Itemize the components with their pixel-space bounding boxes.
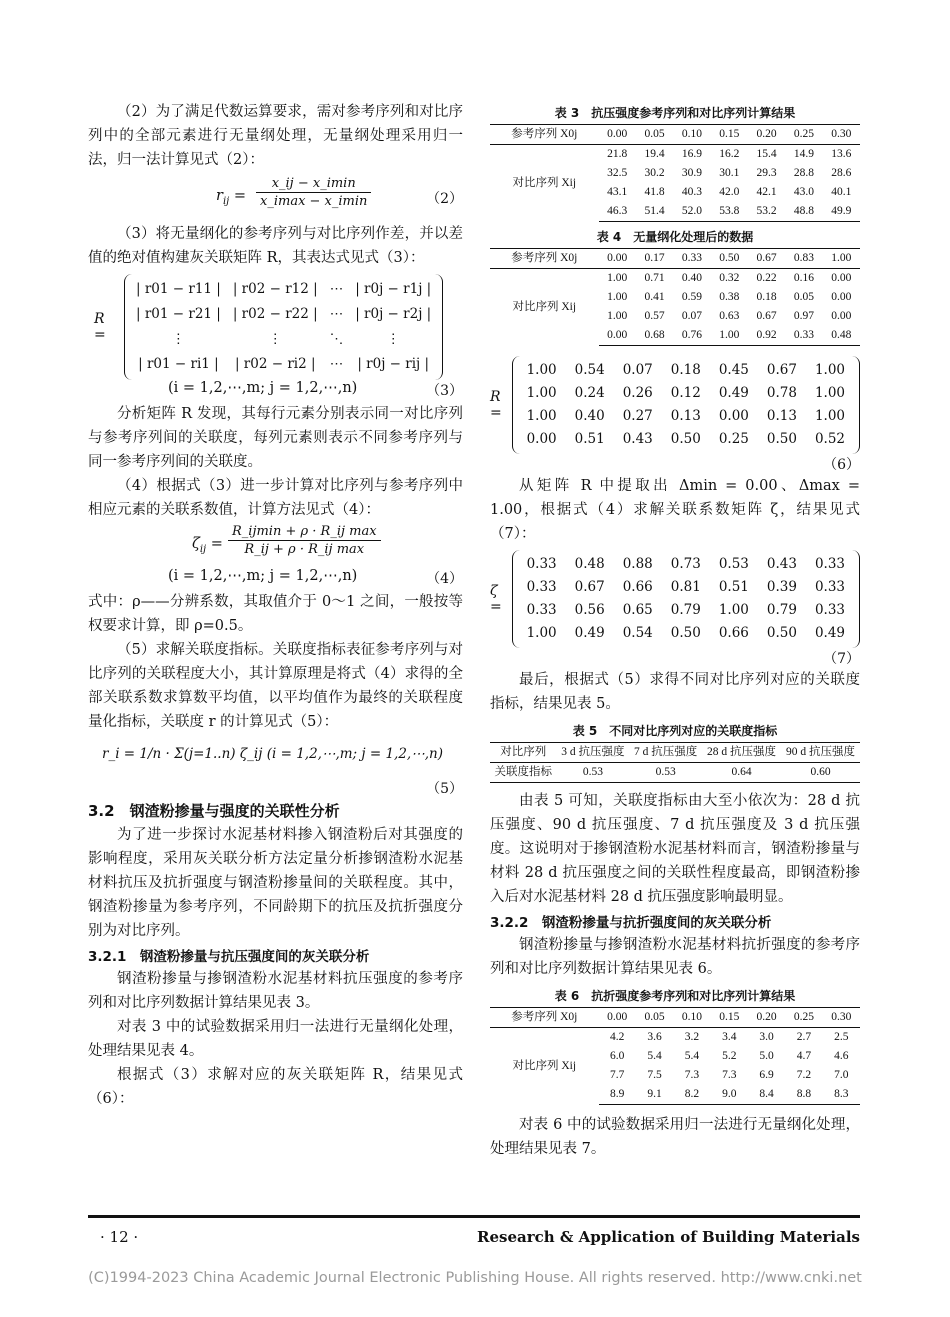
matrix-cell: | r0j − rij | [357, 356, 430, 372]
table-row [490, 763, 860, 783]
matrix-cell: ⋯ [329, 356, 344, 372]
matrix-cell: 0.67 [766, 362, 797, 378]
paragraph: 分析矩阵 R 发现，其每行元素分别表示同一对比序列与参考序列间的关联度，每列元素则表示不同参考序列与同一参考序列间的关联度。 [88, 406, 463, 470]
table-cell: 0.07 [681, 310, 702, 322]
matrix-cell: 1.00 [526, 625, 557, 641]
equation-7-number: （7） [823, 651, 860, 667]
table-cell: 0.32 [719, 272, 740, 284]
table-cell: 0.05 [636, 1008, 673, 1028]
equation-5: r_i = 1/n · Σ(j=1..n) ζ_ij (i = 1,2,⋯,m; j = 1,2,⋯,n) [102, 746, 443, 762]
matrix-cell: 0.50 [670, 431, 701, 447]
table-header-row [490, 249, 860, 269]
matrix-cell: 0.18 [670, 362, 701, 378]
paragraph: （3）将无量纲化的参考序列与对比序列作差，并以差值的绝对值构建灰关联矩阵 R，其表达式见式（3）： [88, 226, 463, 266]
table-cell: 46.3 [599, 202, 636, 222]
table-cell: 51.4 [636, 202, 673, 222]
journal-name: Research & Application of Building Materials [477, 1228, 860, 1246]
table-cell: 关联度指标 [490, 763, 557, 783]
equation-3-range: (i = 1,2,⋯,m; j = 1,2,⋯,n) （3） [168, 380, 463, 399]
table-cell: 0.00 [831, 291, 852, 303]
table-header-cell: 90 d 抗压强度 [781, 743, 860, 763]
matrix-cell: 0.00 [526, 431, 557, 447]
table-cell: 1.00 [711, 326, 748, 346]
subsection-heading: 3.2.2 钢渣粉掺量与抗折强度间的灰关联分析 [490, 915, 772, 931]
matrix-row [131, 328, 436, 351]
table-cell: 52.0 [673, 202, 710, 222]
right-column [490, 104, 860, 1161]
table-cell: 0.63 [719, 310, 740, 322]
table-header-cell: 对比序列 [490, 743, 557, 763]
table-cell: 0.67 [748, 249, 785, 269]
matrix-cell: ⋮ [386, 331, 400, 347]
table-cell: 0.60 [781, 763, 860, 783]
matrix-R [517, 358, 855, 452]
table-cell: 0.68 [636, 326, 673, 346]
matrix-cell: 0.45 [718, 362, 749, 378]
ref-sequence-label: 参考序列 X0j [490, 125, 599, 145]
matrix-cell: 0.52 [814, 431, 845, 447]
table-cell: 0.00 [599, 326, 636, 346]
matrix-cell: ⋯ [329, 306, 344, 322]
table-cell: 16.2 [719, 148, 740, 160]
eq4-numerator: R_ijmin + ρ · R_ij max [228, 524, 381, 541]
matrix-cell: 0.56 [574, 602, 605, 618]
matrix-cell: 0.40 [574, 408, 605, 424]
matrix-cell: 0.66 [622, 579, 653, 595]
matrix-row [519, 406, 853, 427]
table-cell: 0.20 [748, 1008, 785, 1028]
ref-sequence-label: 参考序列 X0j [490, 249, 599, 269]
table-cell: 1.00 [607, 291, 628, 303]
matrix-cell: 1.00 [814, 385, 845, 401]
table-cell: 0.59 [681, 291, 702, 303]
table-cell: 1.00 [823, 249, 860, 269]
matrix-cell: 0.73 [670, 556, 701, 572]
table-cell: 3.2 [684, 1031, 700, 1043]
table-cell: 0.38 [719, 291, 740, 303]
table-cell: 7.2 [796, 1069, 812, 1081]
matrix-cell: 0.67 [574, 579, 605, 595]
matrix-cell: 0.33 [526, 579, 557, 595]
matrix-cell: 0.24 [574, 385, 605, 401]
table-caption: 表 5 不同对比序列对应的关联度指标 [572, 724, 778, 738]
paragraph: （2）为了满足代数运算要求，需对参考序列和对比序列中的全部元素进行无量纲处理，无量纲处理采用归一法，归一法计算见式（2）： [88, 104, 463, 168]
table-cell: 9.1 [636, 1085, 673, 1105]
equation-number: （2） [426, 191, 463, 207]
matrix-cell: 0.78 [766, 385, 797, 401]
table-cell: 0.41 [644, 291, 665, 303]
matrix-cell: 0.79 [670, 602, 701, 618]
paragraph: 根据式（3）求解对应的灰关联矩阵 R，结果见式（6）： [88, 1067, 463, 1107]
table-cell: 0.53 [629, 763, 702, 783]
table-cell: 1.00 [607, 310, 628, 322]
matrix-cell: 0.43 [622, 431, 653, 447]
table-cell: 5.0 [759, 1050, 774, 1062]
table-cell: 40.1 [831, 186, 852, 198]
table-cell: 0.67 [756, 310, 777, 322]
matrix-cell: 1.00 [814, 408, 845, 424]
table-cell: 8.4 [748, 1085, 785, 1105]
table-cell: 0.10 [673, 1008, 710, 1028]
equation-7-matrix: ζ = 0.33 0.48 0.88 0.73 0.53 0.43 0.33 0.33 0.67 0.66 0.81 0.51 0.39 0.33 0.33 0.56 0.65 0.79 1.00 0.79 0.33 1.00 0.49 0.54 0.50 0.66 0.50 0.49 [490, 550, 860, 648]
table-cell: 7.0 [834, 1069, 849, 1081]
table-cell: 5.2 [722, 1050, 737, 1062]
matrix-row [519, 554, 853, 575]
matrix-cell: 0.43 [766, 556, 797, 572]
equation-6-number: （6） [823, 457, 860, 473]
table-cell: 0.20 [748, 125, 785, 145]
eq4-denominator: R_ij + ρ · R_ij max [244, 542, 365, 557]
table-cell: 0.10 [673, 125, 710, 145]
table-cell: 53.2 [748, 202, 785, 222]
matrix-cell: | r02 − ri2 | [234, 356, 316, 372]
matrix-row [519, 600, 853, 621]
paragraph: 钢渣粉掺量与掺钢渣粉水泥基材料抗压强度的参考序列和对比序列数据计算结果见表 3。 [88, 971, 463, 1011]
matrix-row [519, 429, 853, 450]
matrix-cell: 1.00 [526, 385, 557, 401]
equation-4: $\zeta_{ij}$ = R_ijmin + ρ · R_ij max R_ij + ρ · R_ij max [88, 522, 463, 568]
section-heading: 3.2 钢渣粉掺量与强度的关联性分析 [88, 802, 340, 820]
table-cell: 0.50 [711, 249, 748, 269]
table-cell: 0.64 [702, 763, 781, 783]
table-5 [490, 742, 860, 783]
table-cell: 28.8 [793, 167, 814, 179]
paragraph: 为了进一步探讨水泥基材料掺入钢渣粉后对其强度的影响程度，采用灰关联分析方法定量分析掺钢渣粉水泥基材料抗压及抗折强度与钢渣粉掺量间的关联程度。其中，钢渣粉掺量为参考序列，不同龄期下的抗压及抗折强度分别为对比序列。 [88, 827, 463, 939]
table-cell: 0.76 [673, 326, 710, 346]
table-cell: 16.9 [681, 148, 702, 160]
table-cell: 0.33 [673, 249, 710, 269]
table-cell: 0.15 [711, 125, 748, 145]
cmp-sequence-label: 对比序列 Xij [512, 176, 577, 189]
matrix-cell: | r01 − ri1 | [138, 356, 219, 372]
table-cell: 13.6 [831, 148, 852, 160]
table-header-row [490, 743, 860, 763]
subsection-heading: 3.2.1 钢渣粉掺量与抗压强度间的灰关联分析 [88, 949, 370, 965]
table-header-cell: 28 d 抗压强度 [702, 743, 781, 763]
matrix-cell: 1.00 [526, 362, 557, 378]
table-cell: 42.0 [719, 186, 740, 198]
matrix-cell: 0.51 [574, 431, 605, 447]
matrix-cell: | r01 − r11 | [136, 281, 221, 297]
table-cell: 19.4 [644, 148, 665, 160]
table-cell: 8.8 [785, 1085, 822, 1105]
table-cell: 7.3 [722, 1069, 737, 1081]
table-caption: 表 4 无量纲化处理后的数据 [596, 230, 754, 244]
matrix-cell: 1.00 [718, 602, 749, 618]
matrix-cell: 0.13 [670, 408, 701, 424]
table-cell: 40.3 [681, 186, 702, 198]
matrix-cell: 0.33 [526, 602, 557, 618]
footer-rule [88, 1215, 860, 1218]
matrix-cell: 0.50 [766, 625, 797, 641]
table-cell: 0.97 [793, 310, 814, 322]
matrix-row [131, 278, 436, 301]
table-cell: 0.05 [636, 125, 673, 145]
matrix-cell: 0.13 [766, 408, 797, 424]
table-cell: 32.5 [607, 167, 628, 179]
matrix-cell: 0.39 [766, 579, 797, 595]
eq2-denominator: x_imax − x_imin [260, 194, 368, 209]
table-cell: 0.33 [785, 326, 822, 346]
paragraph: 由表 5 可知，关联度指标由大至小依次为：28 d 抗压强度、90 d 抗压强度、7 d 抗压强度及 3 d 抗压强度。这说明对于掺钢渣粉水泥基材料而言，钢渣粉掺量与材料 28 d 抗压强度之间的关联性程度最高，即钢渣粉掺入后对水泥基材料 28 d 抗压强度影响最明显。 [490, 793, 860, 905]
matrix-cell: | r02 − r12 | [232, 281, 318, 297]
matrix-cell: ⋯ [329, 281, 344, 297]
left-column [88, 100, 463, 1111]
table-cell: 6.9 [759, 1069, 774, 1081]
table-cell: 43.0 [793, 186, 814, 198]
table-cell: 3.4 [722, 1031, 737, 1043]
paragraph: 从矩阵 R 中提取出 Δmin = 0.00、Δmax = 1.00，根据式（4）求解关联系数矩阵 ζ，结果见式（7）： [490, 478, 860, 542]
table-header-row [490, 1008, 860, 1028]
equation-3-matrix: R = | r01 − r11 | | r02 − r12 | ⋯ | r0j − r1j | | r01 − r21 | | r02 − r22 | ⋯ | r0j − r2j | ⋮ ⋮ ⋱ ⋮ | r01 − ri1 | | r02 − ri2 | ⋯ | r0j − rij | [94, 274, 463, 380]
matrix-cell: 0.00 [718, 408, 749, 424]
matrix-row [131, 303, 436, 326]
table-cell: 0.16 [793, 272, 814, 284]
table-cell: 30.1 [719, 167, 740, 179]
equation-4-range: (i = 1,2,⋯,m; j = 1,2,⋯,n) （4） [168, 568, 463, 587]
table-cell: 0.18 [756, 291, 777, 303]
table-cell: 0.83 [785, 249, 822, 269]
table-cell: 7.3 [684, 1069, 700, 1081]
table-header-cell: 3 d 抗压强度 [557, 743, 630, 763]
table-cell: 0.40 [681, 272, 702, 284]
matrix-row [519, 623, 853, 644]
table-cell: 0.17 [636, 249, 673, 269]
matrix-row [131, 353, 436, 376]
table-caption: 表 6 抗折强度参考序列和对比序列计算结果 [554, 989, 796, 1003]
matrix-cell: 0.12 [670, 385, 701, 401]
table-cell: 8.9 [599, 1085, 636, 1105]
matrix-cell: 0.50 [670, 625, 701, 641]
equation-2: $r_{ij}$ = x_ij − x_imin x_imax − x_imin （2） [216, 176, 463, 209]
matrix-cell: 1.00 [814, 362, 845, 378]
cmp-sequence-label: 对比序列 Xij [512, 300, 577, 313]
table-4 [490, 248, 860, 346]
table-cell: 2.5 [834, 1031, 849, 1043]
table-cell: 5.4 [647, 1050, 662, 1062]
paragraph: 最后，根据式（5）求得不同对比序列对应的关联度指标，结果见表 5。 [490, 672, 860, 712]
eq2-numerator: x_ij − x_imin [256, 176, 371, 193]
matrix-zeta [517, 552, 855, 646]
matrix-row [519, 383, 853, 404]
paragraph: 对表 6 中的试验数据采用归一法进行无量纲化处理，处理结果见表 7。 [490, 1117, 860, 1157]
table-cell: 0.00 [599, 125, 636, 145]
ref-sequence-label: 参考序列 X0j [490, 1008, 599, 1028]
matrix-row [519, 577, 853, 598]
table-cell: 0.30 [823, 125, 860, 145]
paragraph: （5）求解关联度指标。关联度指标表征参考序列与对比序列的关联程度大小，其计算原理是将式（4）求得的全部关联系数求算数平均值，以平均值作为最终的关联程度量化指标，关联度 r 的计算见式（5）： [88, 642, 463, 730]
cmp-sequence-label: 对比序列 Xij [512, 1059, 577, 1072]
table-row [490, 269, 860, 289]
table-cell: 0.25 [785, 125, 822, 145]
matrix-cell: 1.00 [526, 408, 557, 424]
table-cell: 49.9 [823, 202, 860, 222]
table-cell: 0.00 [599, 249, 636, 269]
matrix-cell: 0.33 [814, 556, 845, 572]
table-cell: 2.7 [796, 1031, 812, 1043]
matrix-cell: 0.27 [622, 408, 653, 424]
matrix-R-symbolic [129, 276, 438, 378]
matrix-cell: 0.65 [622, 602, 653, 618]
table-cell: 0.15 [711, 1008, 748, 1028]
table-cell: 4.7 [796, 1050, 812, 1062]
table-caption: 表 3 抗压强度参考序列和对比序列计算结果 [554, 106, 796, 120]
table-cell: 4.6 [834, 1050, 849, 1062]
matrix-cell: 0.54 [574, 362, 605, 378]
matrix-cell: 0.48 [574, 556, 605, 572]
matrix-cell: 0.49 [574, 625, 605, 641]
matrix-cell: | r0j − r2j | [355, 306, 432, 322]
matrix-cell: 0.54 [622, 625, 653, 641]
table-cell: 1.00 [607, 272, 628, 284]
equation-5-number: （5） [426, 781, 463, 797]
copyright-notice: (C)1994-2023 China Academic Journal Electronic Publishing House. All rights reserved. http://www.cnki.net [88, 1270, 862, 1286]
table-cell: 53.8 [711, 202, 748, 222]
matrix-cell: 0.88 [622, 556, 653, 572]
matrix-cell: ⋱ [329, 331, 344, 347]
matrix-cell: 0.07 [622, 362, 653, 378]
table-cell: 21.8 [607, 148, 628, 160]
paragraph: 钢渣粉掺量与掺钢渣粉水泥基材料抗折强度的参考序列和对比序列数据计算结果见表 6。 [490, 937, 860, 977]
table-cell: 4.2 [610, 1031, 625, 1043]
matrix-cell: 0.49 [718, 385, 749, 401]
table-header-cell: 7 d 抗压强度 [629, 743, 702, 763]
table-cell: 0.00 [831, 272, 852, 284]
table-cell: 42.1 [756, 186, 777, 198]
matrix-cell: | r02 − r22 | [232, 306, 318, 322]
table-cell: 29.3 [756, 167, 777, 179]
table-cell: 7.7 [610, 1069, 625, 1081]
table-row [490, 1028, 860, 1048]
table-cell: 0.22 [756, 272, 777, 284]
matrix-cell: 0.26 [622, 385, 653, 401]
table-cell: 48.8 [785, 202, 822, 222]
matrix-cell: ⋮ [171, 331, 186, 347]
matrix-cell: 0.66 [718, 625, 749, 641]
matrix-cell: 0.33 [526, 556, 557, 572]
table-cell: 43.1 [607, 186, 628, 198]
table-cell: 5.4 [684, 1050, 700, 1062]
table-6 [490, 1007, 860, 1105]
table-cell: 0.00 [599, 1008, 636, 1028]
table-cell: 0.92 [748, 326, 785, 346]
table-cell: 0.48 [823, 326, 860, 346]
matrix-row [519, 360, 853, 381]
table-cell: 30.9 [681, 167, 702, 179]
table-cell: 0.25 [785, 1008, 822, 1028]
table-cell: 8.3 [823, 1085, 860, 1105]
matrix-cell: | r0j − r1j | [355, 281, 432, 297]
table-cell: 14.9 [793, 148, 814, 160]
matrix-cell: 0.51 [718, 579, 749, 595]
table-cell: 3.6 [647, 1031, 662, 1043]
matrix-cell: 0.50 [766, 431, 797, 447]
table-cell: 0.53 [557, 763, 630, 783]
matrix-cell: 0.33 [814, 579, 845, 595]
table-cell: 9.0 [711, 1085, 748, 1105]
table-cell: 0.57 [644, 310, 665, 322]
equation-6-matrix: R = 1.00 0.54 0.07 0.18 0.45 0.67 1.00 1.00 0.24 0.26 0.12 0.49 0.78 1.00 1.00 0.40 0.27 0.13 0.00 0.13 1.00 0.00 0.51 0.43 0.50 0.25 0.50 0.52 [490, 356, 860, 454]
paragraph: 式中：ρ——分辨系数，其取值介于 0～1 之间，一般按等权要求计算，即 ρ=0.5。 [88, 594, 463, 634]
matrix-cell: 0.49 [814, 625, 845, 641]
table-cell: 15.4 [756, 148, 777, 160]
matrix-cell: | r01 − r21 | [136, 306, 221, 322]
table-cell: 0.30 [823, 1008, 860, 1028]
table-cell: 7.5 [647, 1069, 662, 1081]
matrix-cell: ⋮ [268, 331, 283, 347]
paragraph: 对表 3 中的试验数据采用归一法进行无量纲化处理，处理结果见表 4。 [88, 1019, 463, 1059]
matrix-cell: 0.33 [814, 602, 845, 618]
paragraph: （4）根据式（3）进一步计算对比序列与参考序列中相应元素的关联系数值，计算方法见式（4）： [88, 478, 463, 518]
matrix-cell: 0.25 [718, 431, 749, 447]
table-cell: 0.00 [831, 310, 852, 322]
page-number: · 12 · [100, 1228, 139, 1246]
table-cell: 6.0 [610, 1050, 625, 1062]
table-cell: 28.6 [831, 167, 852, 179]
table-header-row [490, 125, 860, 145]
table-cell: 8.2 [673, 1085, 710, 1105]
table-cell: 0.71 [644, 272, 665, 284]
table-row [490, 145, 860, 165]
matrix-cell: 0.81 [670, 579, 701, 595]
table-cell: 30.2 [644, 167, 665, 179]
table-cell: 3.0 [759, 1031, 774, 1043]
table-cell: 0.05 [793, 291, 814, 303]
matrix-cell: 0.53 [718, 556, 749, 572]
table-3 [490, 124, 860, 222]
matrix-cell: 0.79 [766, 602, 797, 618]
table-cell: 41.8 [644, 186, 665, 198]
